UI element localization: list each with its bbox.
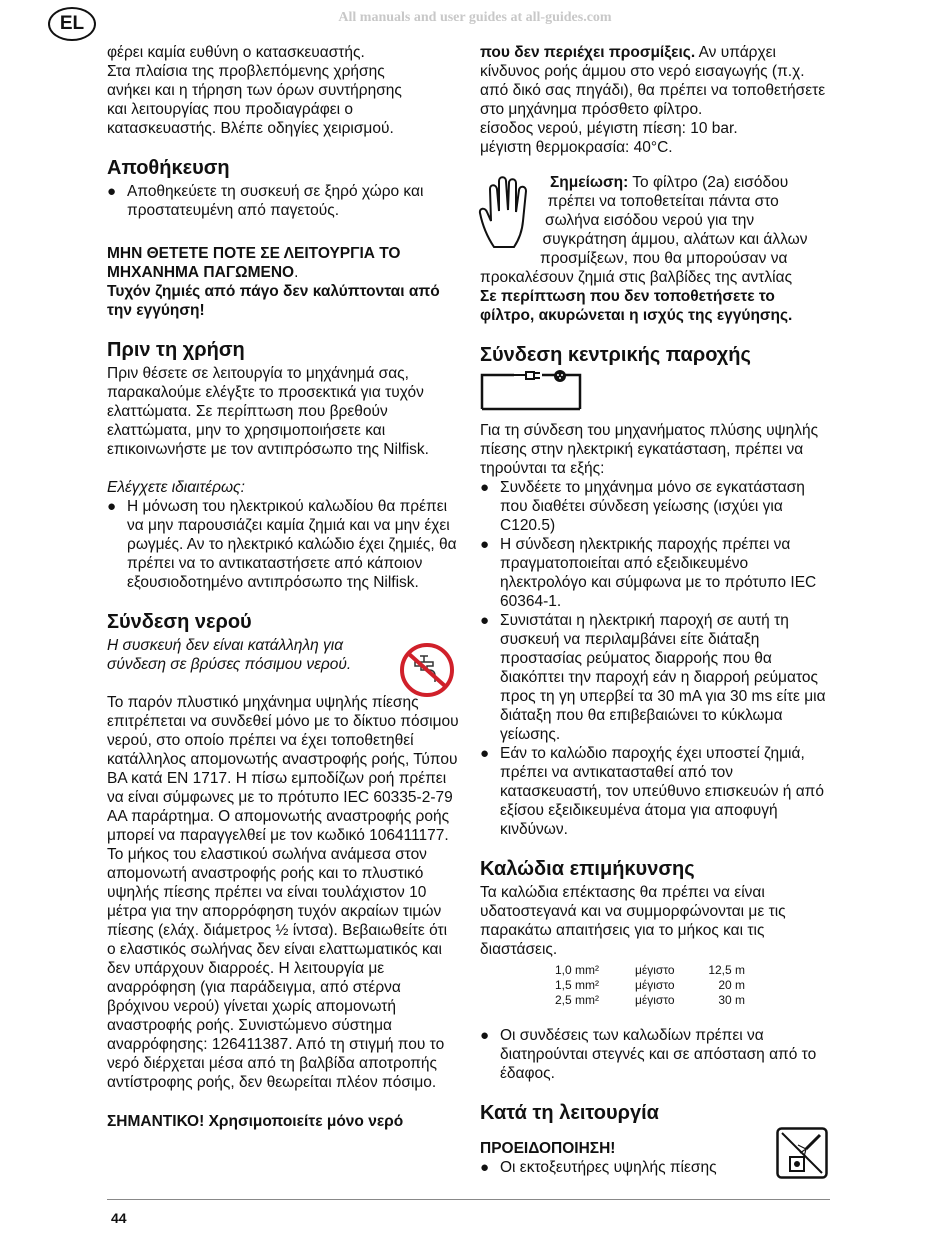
mains-list — [480, 478, 830, 839]
no-drinking-water-tap-icon — [399, 642, 455, 698]
cable-section: 2,5 mm² — [555, 993, 600, 1007]
filter-note — [480, 173, 830, 325]
cable-section: 1,5 mm² — [555, 978, 600, 992]
mains-bullet: ● Συνδέετε το μηχάνημα μόνο σε εγκατάσταση που διαθέτει σύνδεση γείωσης (ισχύει για C120.5) — [480, 478, 830, 535]
cable-length: 20 m — [718, 978, 745, 992]
left-column — [107, 43, 459, 1131]
cable-max-label: μέγιστο — [635, 978, 675, 992]
note-label: Σημείωση: — [550, 174, 629, 191]
intro-line: ανήκει και η τήρηση των όρων συντήρησης — [107, 82, 402, 99]
note-body: Το φίλτρο (2a) εισόδου πρέπει να τοποθετείται πάντα στο σωλήνα εισόδου νερού για την συγκράτηση άμμου, αλάτων και άλλων προσμίξεων, που θα μπορούσαν να προκαλέσουν ζημιά στις βαλβίδες της αντλίας — [480, 174, 808, 286]
cable-length: 30 m — [718, 993, 745, 1007]
cable-max-label: μέγιστο — [635, 963, 675, 977]
mains-plug-icon — [480, 369, 582, 413]
table-row — [555, 978, 745, 993]
operation-bullet: ● Οι εκτοξευτήρες υψηλής πίεσης — [480, 1158, 830, 1177]
before-use-heading: Πριν τη χρήση — [107, 339, 245, 361]
check-label: Ελέγχετε ιδιαιτέρως: — [107, 479, 245, 496]
no-spray-on-electrics-icon — [776, 1127, 828, 1179]
frost-warning — [107, 244, 459, 282]
intro-line: κατασκευαστής. Βλέπε οδηγίες χειρισμού. — [107, 120, 394, 137]
right-column — [480, 43, 830, 1177]
water-quality-text — [480, 43, 830, 119]
cable-length: 12,5 m — [708, 963, 745, 977]
inlet-pressure: είσοδος νερού, μέγιστη πίεση: 10 bar. — [480, 120, 738, 137]
intro-line: Στα πλαίσια της προβλεπόμενης χρήσης — [107, 63, 385, 80]
important-note: ΣΗΜΑΝΤΙΚΟ! Χρησιμοποιείτε μόνο νερό — [107, 1113, 404, 1130]
mains-heading: Σύνδεση κεντρικής παροχής — [480, 344, 751, 366]
water-quality-rest: Αν υπάρχει κίνδυνος ροής άμμου στο νερό εισαγωγής (π.χ. από δικό σας πηγάδι), θα πρέπει να τοποθετήσετε στο μηχάνημα πρόσθετο φίλτρο. — [480, 44, 826, 118]
page-number: 44 — [111, 1210, 127, 1226]
operation-warning-block — [480, 1139, 830, 1177]
max-temperature: μέγιστη θερμοκρασία: 40°C. — [480, 139, 673, 156]
table-row — [555, 963, 745, 978]
storage-list — [107, 182, 459, 220]
warranty-warning: Τυχόν ζημιές από πάγο δεν καλύπτονται από την εγγύηση! — [107, 283, 440, 319]
footer-divider — [107, 1199, 830, 1200]
cable-max-label: μέγιστο — [635, 993, 675, 1007]
water-notice — [107, 636, 459, 674]
operation-warning: ΠΡΟΕΙΔΟΠΟΙΗΣΗ! — [480, 1140, 616, 1157]
mains-bullet: ● Συνιστάται η ηλεκτρική παροχή σε αυτή τη συσκευή να περιλαμβάνει είτε διάταξη προστασίας ρεύματος διαρροής που θα διακόπτει την παροχή εάν η διαρροή ρεύματος προς τη γη υπερβεί τα 30 mA για 30 ms είτε μια διάταξη που θα επιβεβαιώνει το κύκλωμα γείωσης. — [480, 611, 830, 744]
extension-heading: Καλώδια επιμήκυνσης — [480, 858, 695, 880]
water-quality-bold: που δεν περιέχει προσμίξεις. — [480, 44, 696, 61]
check-bullet: ● Η μόνωση του ηλεκτρικού καλωδίου θα πρέπει να μην παρουσιάζει καμία ζημιά και να μην έχει ρωγμές. Αν το ηλεκτρικό καλώδιο έχει ζημιές, θα πρέπει να το αντικαταστήσετε από κάποιον εξουσιοδοτημένο αντιπρόσωπο της Nilfisk. — [107, 497, 459, 592]
frost-warning-text: ΜΗΝ ΘΕΤΕΤΕ ΠΟΤΕ ΣΕ ΛΕΙΤΟΥΡΓΙΑ ΤΟ ΜΗΧΑΝΗΜΑ ΠΑΓΩΜΕΝΟ — [107, 245, 401, 281]
extension-intro: Τα καλώδια επέκτασης θα πρέπει να είναι υδατοστεγανά και να συμμορφώνονται με τις παρακάτω απαιτήσεις για το μήκος και τις διαστάσεις. — [480, 884, 786, 958]
language-badge: EL — [48, 7, 96, 41]
operation-heading: Κατά τη λειτουργία — [480, 1102, 659, 1124]
table-row — [555, 993, 745, 1008]
storage-bullet: ● Αποθηκεύετε τη συσκευή σε ξηρό χώρο και προστατευμένη από παγετούς. — [107, 182, 459, 220]
cable-section: 1,0 mm² — [555, 963, 600, 977]
water-heading: Σύνδεση νερού — [107, 611, 252, 633]
mains-intro: Για τη σύνδεση του μηχανήματος πλύσης υψηλής πίεσης στην ηλεκτρική εγκατάσταση, πρέπει να τηρούνται τα εξής: — [480, 422, 819, 477]
note-warning: Σε περίπτωση που δεν τοποθετήσετε το φίλτρο, ακυρώνεται η ισχύς της εγγύησης. — [480, 288, 793, 324]
before-use-text: Πριν θέσετε σε λειτουργία το μηχάνημά σας, παρακαλούμε ελέγξτε το προσεκτικά για τυχόν ελαττώματα. Σε περίπτωση που βρεθούν ελαττώματα, μην το χρησιμοποιήσετε και επικοινωνήστε με τον αντιπρόσωπο της Nilfisk. — [107, 365, 429, 458]
extension-bullet: ● Οι συνδέσεις των καλωδίων πρέπει να διατηρούνται στεγνές και σε απόσταση από το έδαφος. — [480, 1026, 830, 1083]
frost-warning-period: . — [294, 264, 299, 281]
intro-line: φέρει καμία ευθύνη ο κατασκευαστής. — [107, 44, 365, 61]
extension-list — [480, 1026, 830, 1083]
check-list — [107, 497, 459, 592]
water-italic-note: Η συσκευή δεν είναι κατάλληλη για σύνδεση σε βρύσες πόσιμου νερού. — [107, 637, 352, 673]
extension-table — [555, 963, 745, 1008]
intro-line: και λειτουργίας που προδιαγράφει ο — [107, 101, 354, 118]
water-text: Το παρόν πλυστικό μηχάνημα υψηλής πίεσης επιτρέπεται να συνδεθεί μόνο με το δίκτυο πόσιμου νερού, στο οποίο πρέπει να έχει τοποθετηθεί κατάλληλος απομονωτής αναστροφής ροής, Τύπου ΒΑ κατά EN 1717. Η πίσω εμποδίζων ροή πρέπει να είναι σύμφωνες με το πρότυπο IEC 60335-2-79 AA παράρτημα. Ο απομονωτής αναστροφής ροής μπορεί να παραγγελθεί με τον κωδικό 106411177. Το μήκος του ελαστικού σωλήνα ανάμεσα στον απομονωτή αναστροφής ροής και το πλυστικό υψηλής πίεσης πρέπει να είναι τουλάχιστον 10 μέτρα για την απορρόφηση τυχόν ακραίων τιμών πίεσης (ελάχ. διάμετρος ½ ίντσα). Βεβαιωθείτε ότι ο ελαστικός σωλήνας δεν είναι ελαττωματικός και δεν υπάρχουν διαρροές. Η λειτουργία με αναρρόφηση (για παράδειγμα, από στέρνα βρόχινου νερού) γίνεται χωρίς απομονωτή αναστροφής ροής. Συνιστώμενο σύστημα αναρρόφησης: 126411387. Από τη στιγμή που το νερό διέρχεται μέσα από τη βαλβίδα αποτροπής αντίστροφης ροής, δεν θεωρείται πλέον πόσιμο. — [107, 694, 459, 1091]
watermark: All manuals and user guides at all-guides.com — [338, 10, 612, 25]
mains-bullet: ● Η σύνδεση ηλεκτρικής παροχής πρέπει να πραγματοποιείται από εξειδικευμένο ηλεκτρολόγο και σύμφωνα με το πρότυπο IEC 60364-1. — [480, 535, 830, 611]
storage-heading: Αποθήκευση — [107, 157, 230, 179]
mains-bullet: ● Εάν το καλώδιο παροχής έχει υποστεί ζημιά, πρέπει να αντικατασταθεί από τον κατασκευαστή, τον υπεύθυνο επισκευών ή από εξίσου εξειδικευμένα άτομα για αποφυγή κινδύνων. — [480, 744, 830, 839]
hand-stop-icon — [476, 173, 546, 253]
